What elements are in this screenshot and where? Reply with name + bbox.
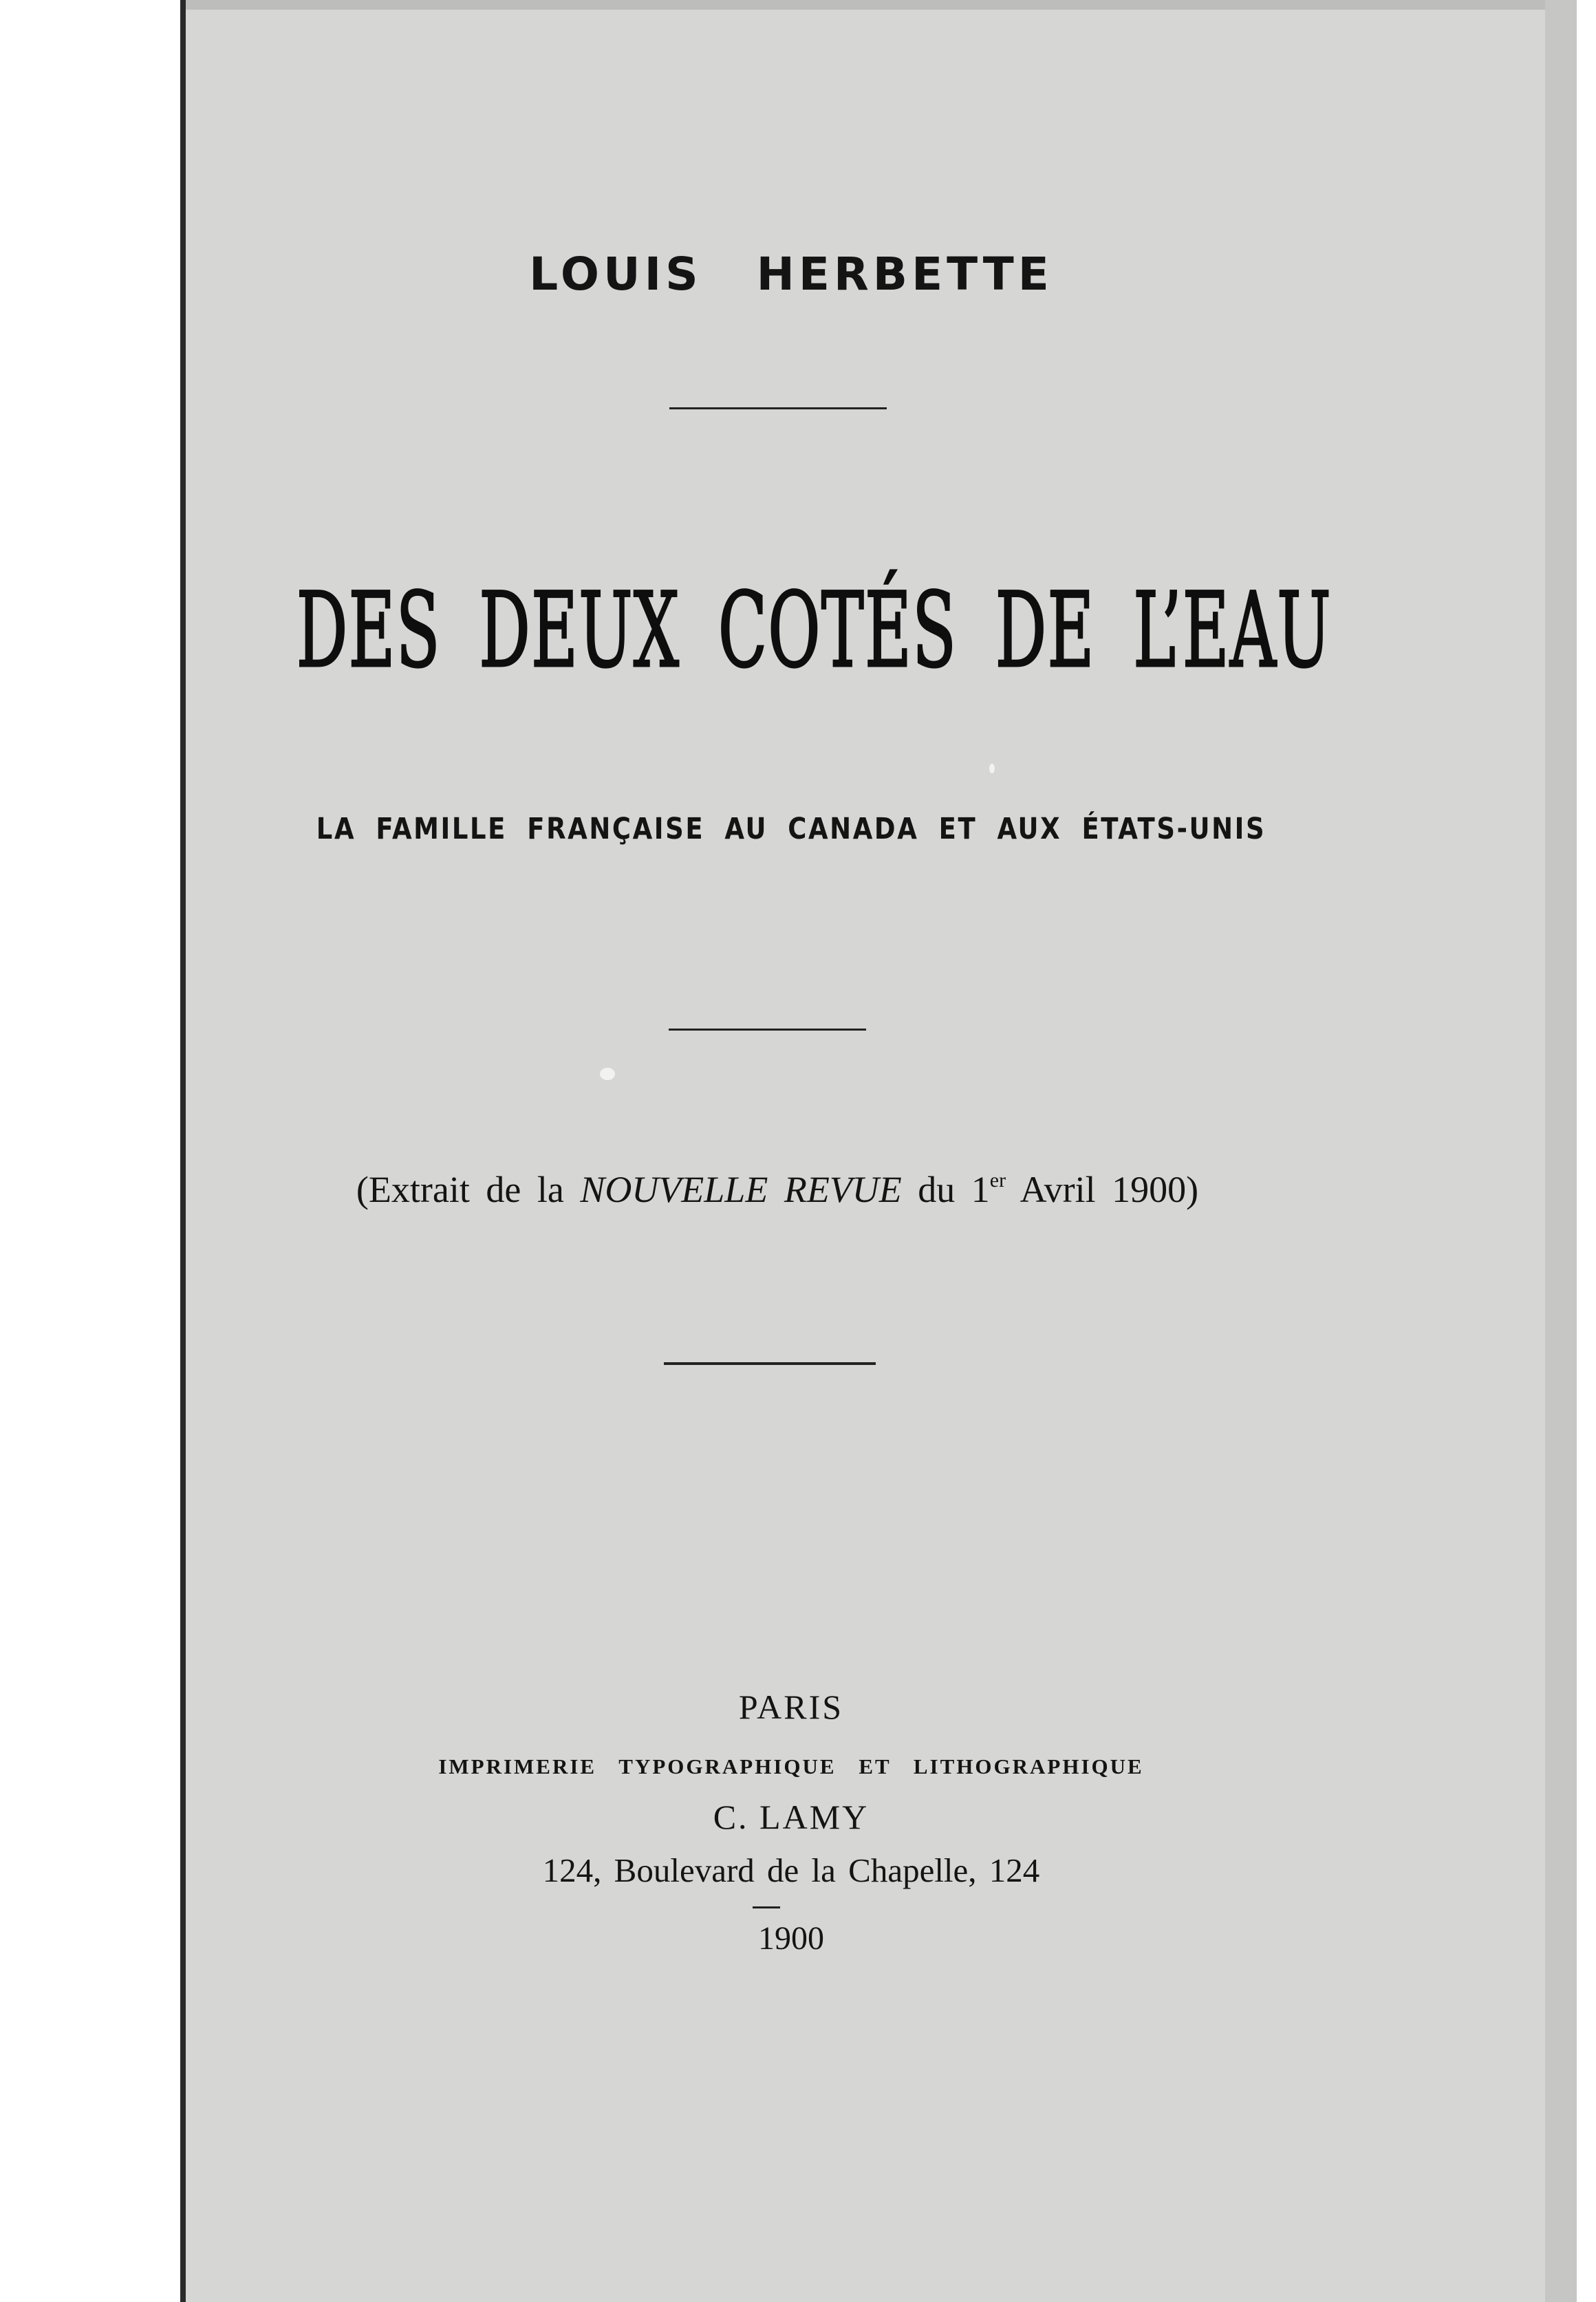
imprint-printer: IMPRIMERIE TYPOGRAPHIQUE ET LITHOGRAPHIQUE	[438, 1754, 1144, 1778]
divider-rule	[669, 407, 887, 409]
imprint-publisher: C. LAMY	[713, 1798, 870, 1836]
extract-prefix: (Extrait de la	[356, 1169, 581, 1210]
book-subtitle: LA FAMILLE FRANÇAISE AU CANADA ET AUX ÉTATS-UNIS	[316, 812, 1266, 846]
imprint-address: 124, Boulevard de la Chapelle, 124	[542, 1851, 1040, 1889]
paper-speck	[600, 1068, 615, 1080]
extract-suffix: Avril 1900)	[1006, 1169, 1199, 1210]
imprint-year: 1900	[758, 1920, 824, 1957]
paper-top-edge	[186, 0, 1577, 10]
extract-note	[0, 1168, 1575, 1211]
imprint-city: PARIS	[738, 1688, 844, 1726]
book-title: DES DEUX COTÉS DE L’EAU	[296, 571, 1332, 691]
divider-rule	[669, 1029, 866, 1031]
author-name: LOUIS HERBETTE	[529, 248, 1053, 301]
extract-middle: du 1	[901, 1169, 990, 1210]
review-name: NOUVELLE REVUE	[580, 1169, 902, 1210]
paper-speck	[989, 764, 995, 773]
extract-superscript: er	[989, 1169, 1006, 1192]
year-rule	[753, 1906, 780, 1908]
divider-rule	[664, 1362, 876, 1365]
